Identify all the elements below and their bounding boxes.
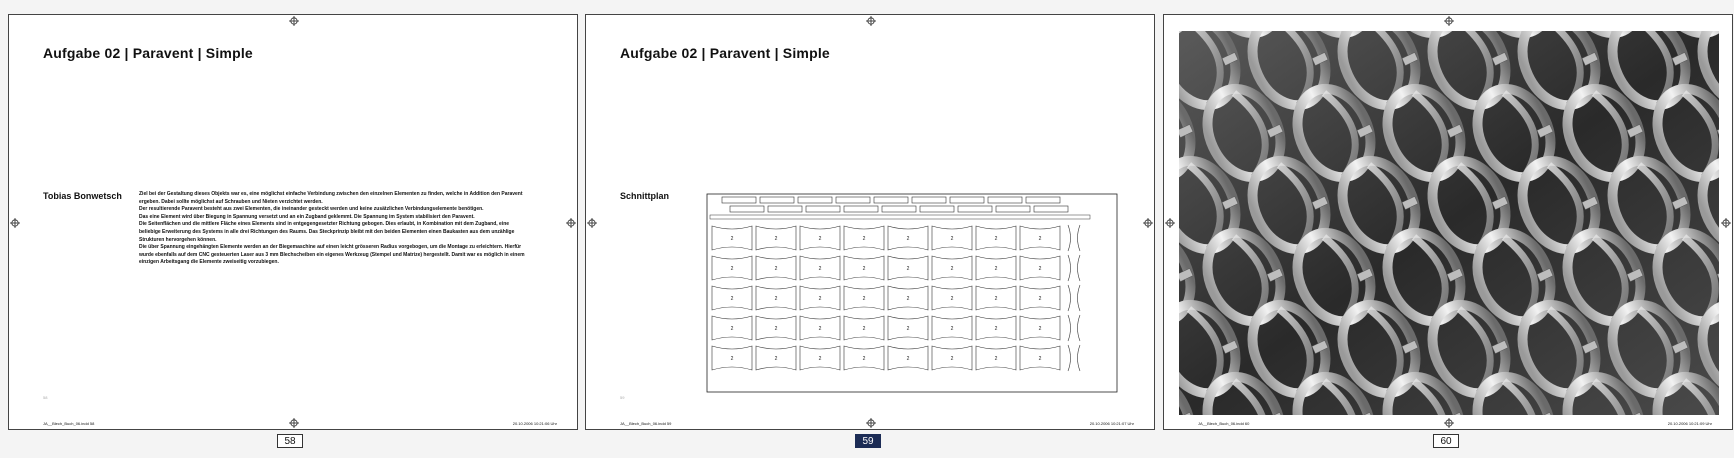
cutting-plan-drawing (706, 193, 1118, 393)
cut-element-label: 2 (862, 236, 866, 242)
cut-strip (1034, 206, 1068, 212)
cut-element-label: 2 (994, 326, 998, 332)
cut-side-element (1068, 225, 1080, 251)
cut-element-label: 2 (994, 266, 998, 272)
cut-strip (874, 197, 908, 203)
cut-element-label: 2 (730, 266, 734, 272)
cut-side-element (1068, 315, 1080, 341)
section-label: Schnittplan (620, 191, 669, 201)
registration-mark-icon (566, 218, 576, 228)
cut-element-label: 2 (906, 266, 910, 272)
cut-element-label: 2 (862, 326, 866, 332)
cut-strip (806, 206, 840, 212)
cut-element-label: 2 (906, 356, 910, 362)
cut-strip (836, 197, 870, 203)
cut-element-label: 2 (730, 236, 734, 242)
cut-element-label: 2 (994, 296, 998, 302)
cut-strip (760, 197, 794, 203)
cut-side-element (1068, 285, 1080, 311)
cut-strip (912, 197, 946, 203)
registration-mark-icon (289, 16, 299, 26)
print-slug: JA__Blech_Buch_06.indd 58 (43, 421, 95, 426)
cut-element-label: 2 (774, 236, 778, 242)
cut-element-label: 2 (1038, 236, 1042, 242)
registration-mark-icon (1444, 16, 1454, 26)
cut-element-label: 2 (906, 236, 910, 242)
cut-side-element (1068, 345, 1080, 371)
cut-element-label: 2 (1038, 326, 1042, 332)
cut-strip (950, 197, 984, 203)
cut-strip (722, 197, 756, 203)
cut-element-label: 2 (818, 356, 822, 362)
cut-element-label: 2 (730, 356, 734, 362)
cut-strip (996, 206, 1030, 212)
cut-element-label: 2 (818, 236, 822, 242)
cut-element-label: 2 (994, 356, 998, 362)
cut-element-label: 2 (862, 356, 866, 362)
cut-strip (798, 197, 832, 203)
cut-strip (920, 206, 954, 212)
page-number-60[interactable]: 60 (1433, 434, 1459, 448)
cut-element-label: 2 (1038, 356, 1042, 362)
cut-element-label: 2 (862, 266, 866, 272)
folio: 58 (43, 395, 48, 400)
print-timestamp: 20.10.2006 10:21:06 Uhr (512, 421, 557, 426)
cut-side-element (1068, 255, 1080, 281)
registration-mark-icon (587, 218, 597, 228)
paragraph: Die über Spannung eingehängten Elemente werden an der Biegemaschine auf einen leicht grösseren Radius vorgebogen, um die Montage zu erleichtern. Hierfür wurde ebenfalls auf dem CNC gesteuerten Laser aus 3 mm Blechscheiben ein eigenes Werkzeug (Stempel und Matrize) hergestellt. Damit war es möglich in einem einzigen Arbeitsgang die Elemente zweiseitig vorzubiegen. (139, 244, 525, 266)
cut-element-label: 2 (818, 266, 822, 272)
cut-strip (730, 206, 764, 212)
cut-element-label: 2 (774, 356, 778, 362)
cut-element-label: 2 (862, 296, 866, 302)
print-slug: JA__Blech_Buch_06.indd 60 (1198, 421, 1250, 426)
author-label: Tobias Bonwetsch (43, 191, 122, 201)
cut-element-label: 2 (950, 236, 954, 242)
page-title: Aufgabe 02 | Paravent | Simple (620, 45, 830, 61)
registration-mark-icon (866, 418, 876, 428)
registration-mark-icon (1143, 218, 1153, 228)
page-number-58[interactable]: 58 (277, 434, 303, 448)
paragraph: Der resultierende Paravent besteht aus zwei Elementen, die ineinander gesteckt werden und keine zusätzlichen Verbindungselemente benötigen. (139, 206, 484, 213)
page-60 (1163, 14, 1733, 430)
cut-element-label: 2 (818, 296, 822, 302)
cut-element-label: 2 (730, 326, 734, 332)
cut-element-label: 2 (950, 296, 954, 302)
cut-element-label: 2 (950, 356, 954, 362)
page-58 (8, 14, 578, 430)
registration-mark-icon (1721, 218, 1731, 228)
print-timestamp: 20.10.2006 10:21:09 Uhr (1667, 421, 1712, 426)
cut-element-label: 2 (906, 296, 910, 302)
registration-mark-icon (289, 418, 299, 428)
cut-element-label: 2 (1038, 266, 1042, 272)
cut-strip (844, 206, 878, 212)
cut-strip (958, 206, 992, 212)
cut-strip (1026, 197, 1060, 203)
page-59 (585, 14, 1155, 430)
paravent-photo (1179, 31, 1719, 415)
cut-element-label: 2 (950, 266, 954, 272)
registration-mark-icon (866, 16, 876, 26)
cut-element-label: 2 (1038, 296, 1042, 302)
cut-element-label: 2 (818, 326, 822, 332)
cut-element-label: 2 (950, 326, 954, 332)
cut-element-label: 2 (774, 296, 778, 302)
folio: 59 (620, 395, 625, 400)
paragraph: Die Seitenflächen und die mittlere Fläche eines Elements sind in entgegengesetzter Richtung gebogen. Dies erlaubt, in Kombination mit dem Zugband, eine beliebige Erweiterung des Systems in alle drei Richtungen des Raums. Das Steckprinzip bleibt mit den beiden Elementen einen Baukasten aus dem unzählige Strukturen hervorgehen können. (139, 221, 515, 243)
paragraph: Das eine Element wird über Biegung in Spannung versetzt und an ein Zugband geklemmt. Die Spannung im System stabilisiert den Paravent. (139, 213, 475, 220)
print-timestamp: 20.10.2006 10:21:07 Uhr (1089, 421, 1134, 426)
cut-strip (988, 197, 1022, 203)
page-number-59[interactable]: 59 (855, 434, 881, 448)
print-slug: JA__Blech_Buch_06.indd 59 (620, 421, 672, 426)
cut-strip (882, 206, 916, 212)
cut-sheet-border (707, 194, 1117, 392)
registration-mark-icon (10, 218, 20, 228)
cut-strip (768, 206, 802, 212)
registration-mark-icon (1165, 218, 1175, 228)
cut-element-label: 2 (994, 236, 998, 242)
registration-mark-icon (1444, 418, 1454, 428)
body-text (139, 191, 529, 267)
cut-element-label: 2 (730, 296, 734, 302)
paragraph: Ziel bei der Gestaltung dieses Objekts war es, eine möglichst einfache Verbindung zwischen den einzelnen Elementen zu finden, welche in Addition den Paravent ergeben. Dabei sollte möglichst auf Schrauben und Nieten verzichtet werden. (139, 191, 523, 205)
page-title: Aufgabe 02 | Paravent | Simple (43, 45, 253, 61)
cut-element-label: 2 (774, 326, 778, 332)
cut-element-label: 2 (906, 326, 910, 332)
cut-strip (710, 215, 1090, 219)
cut-element-label: 2 (774, 266, 778, 272)
